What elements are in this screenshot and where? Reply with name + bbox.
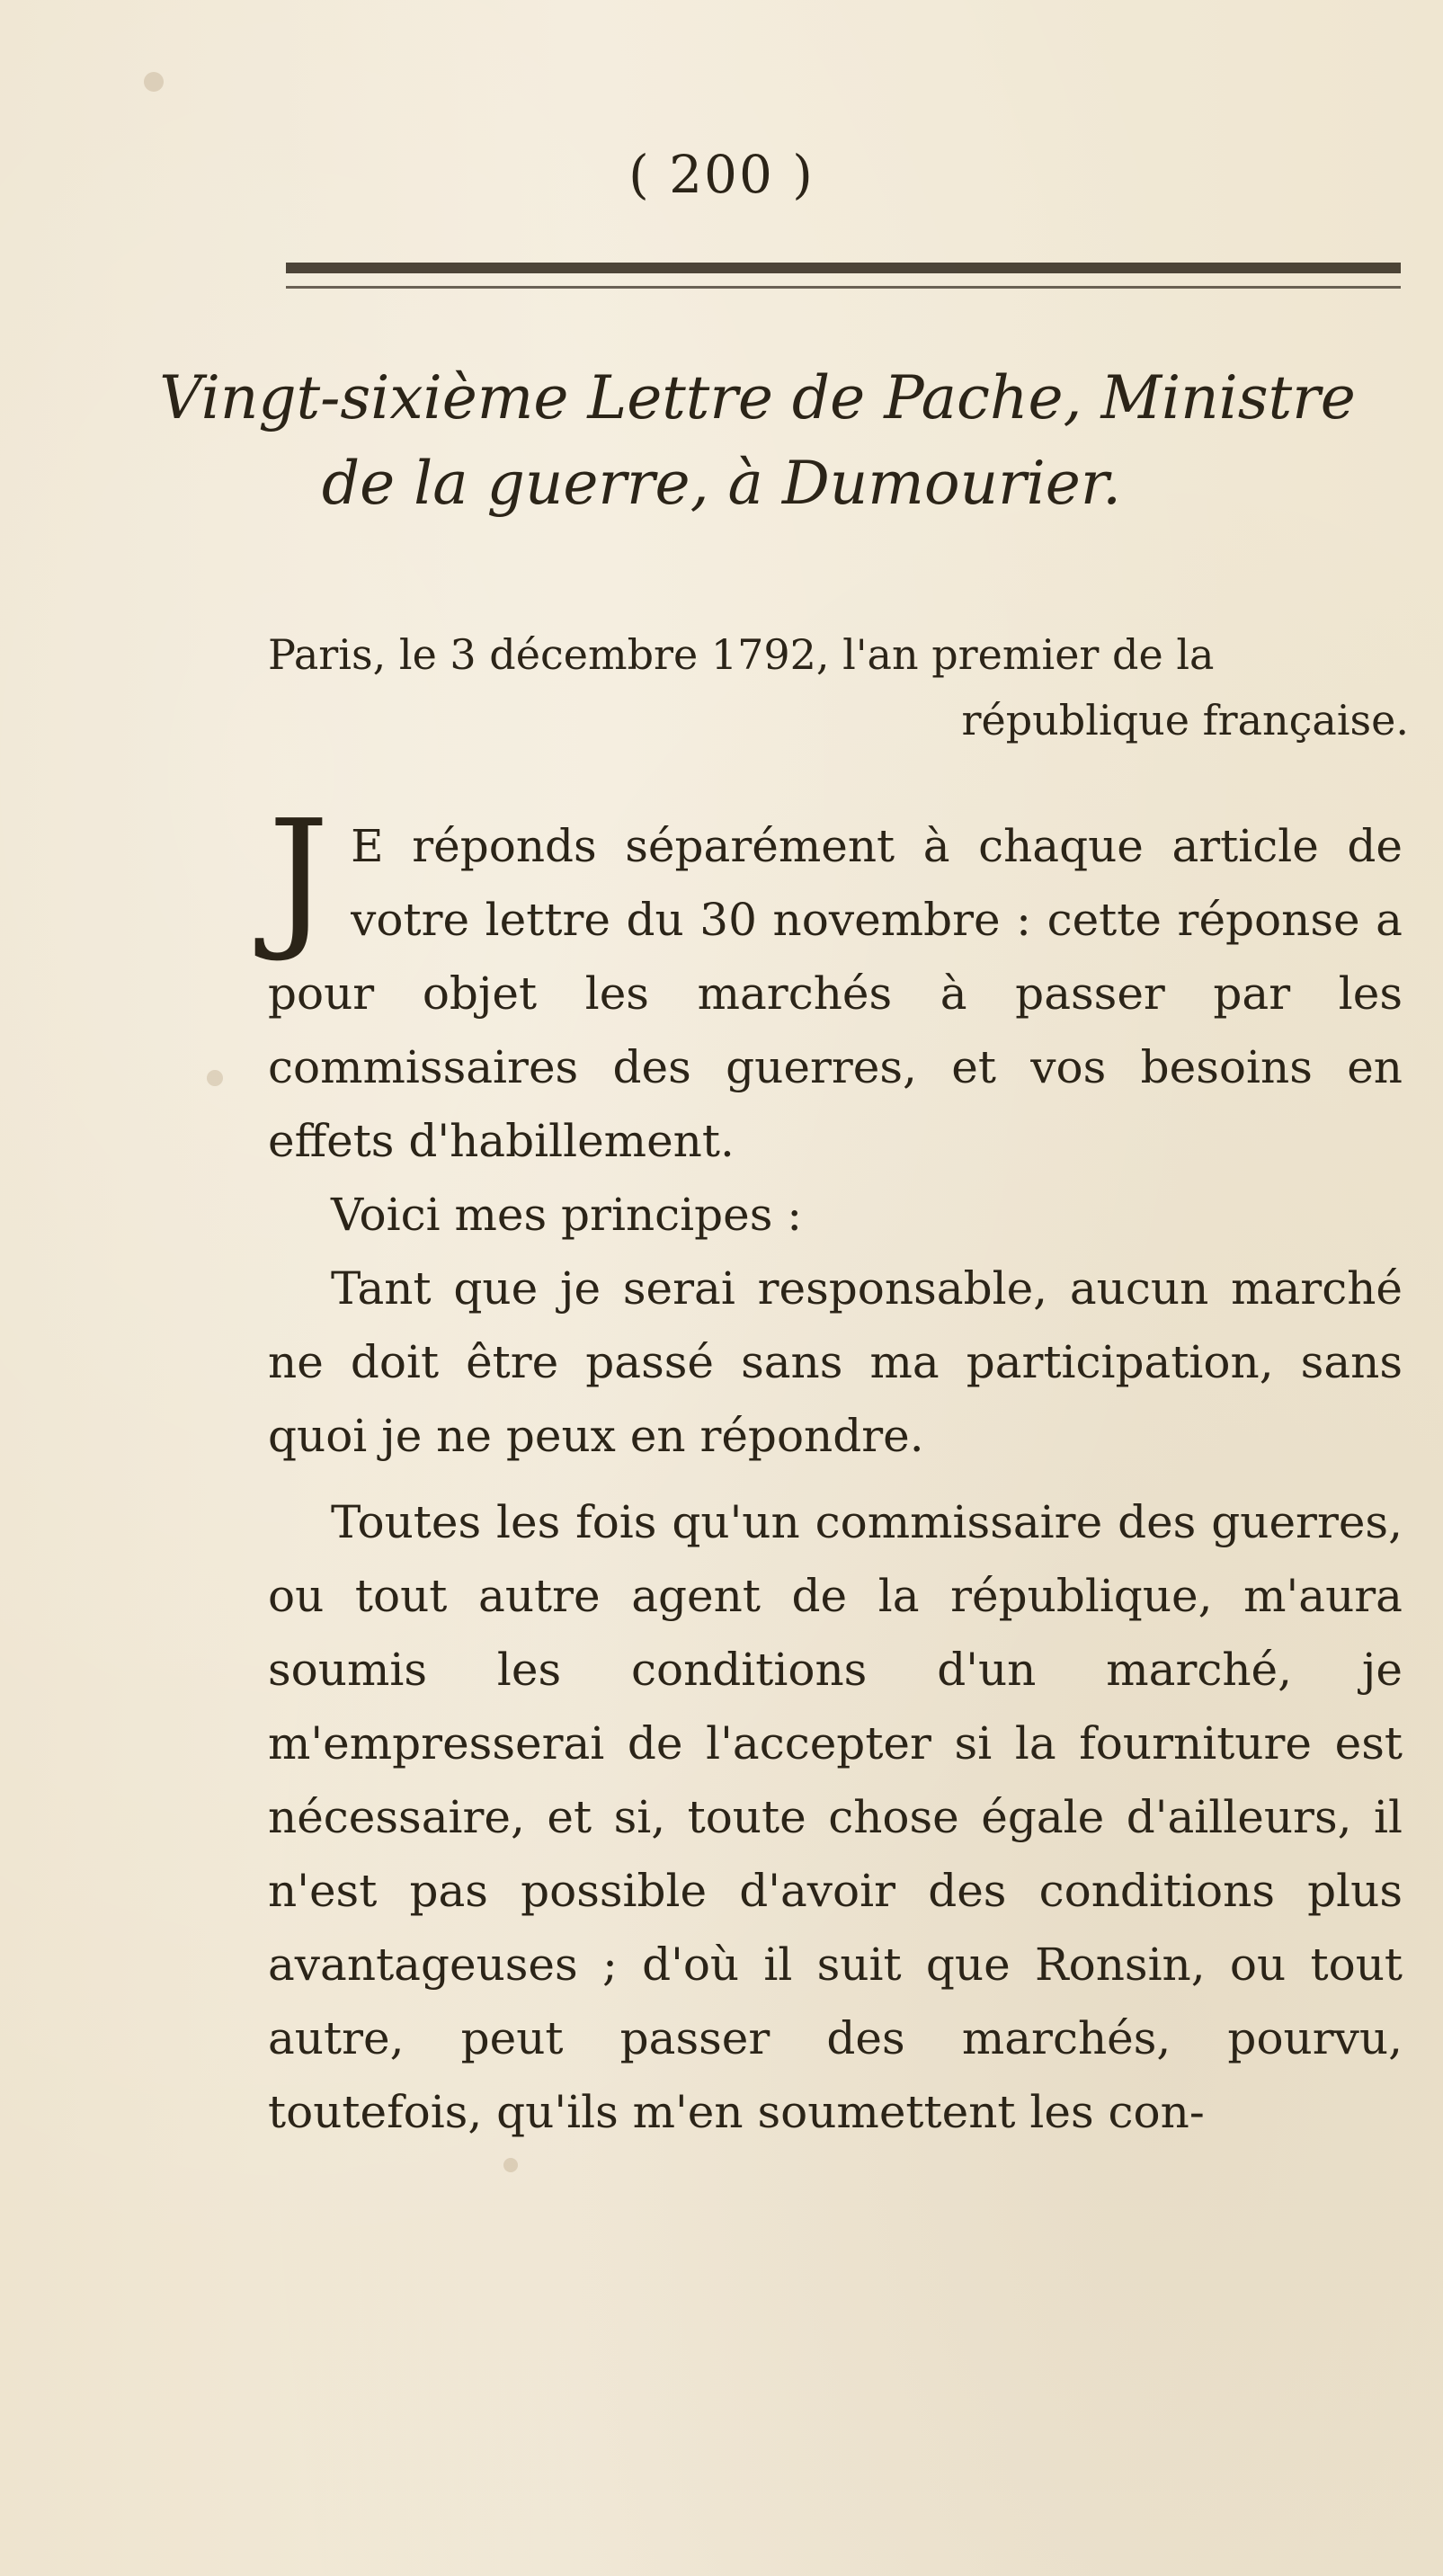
- page-number: ( 200 ): [628, 144, 815, 205]
- letter-title-line-2: de la guerre, à Dumourier.: [321, 449, 1122, 518]
- paper-stain: [503, 2158, 518, 2172]
- header-rule-thick: [286, 263, 1401, 273]
- paper-stain: [144, 72, 164, 92]
- dateline-line-1: Paris, le 3 décembre 1792, l'an premier de la: [268, 630, 1215, 679]
- letter-title-line-1: Vingt-sixième Lettre de Pache, Ministre: [159, 363, 1356, 432]
- paragraph-3: Tant que je serai responsable, aucun marché ne doit être passé sans ma participation, sans quoi je ne peux en répondre.: [268, 1262, 1403, 1462]
- header-rule-thin: [286, 286, 1401, 289]
- dateline-line-2: république française.: [961, 696, 1409, 744]
- paragraph-1-text: E réponds séparément à chaque article de votre lettre du 30 novembre : cette réponse a pour objet les marchés à passer par les commissaires des guerres, et vos besoins en effets d'habillement.: [268, 820, 1403, 1167]
- paragraph-2: Voici mes principes :: [331, 1189, 803, 1241]
- letter-body: [268, 788, 1403, 2149]
- paragraph-1: [268, 788, 1403, 1178]
- drop-cap: J: [268, 788, 330, 966]
- paragraph-4: Toutes les fois qu'un commissaire des guerres, ou tout autre agent de la république, m'aura soumis les conditions d'un marché, je m'empresserai de l'accepter si la fourniture est nécessaire, et si, toute chose égale d'ailleurs, il n'est pas possible d'avoir des conditions plus avantageuses ; d'où il suit que Ronsin, ou tout autre, peut passer des marchés, pourvu, toutefois, qu'ils m'en soumettent les con-: [268, 1496, 1403, 2138]
- paper-stain: [207, 1070, 223, 1086]
